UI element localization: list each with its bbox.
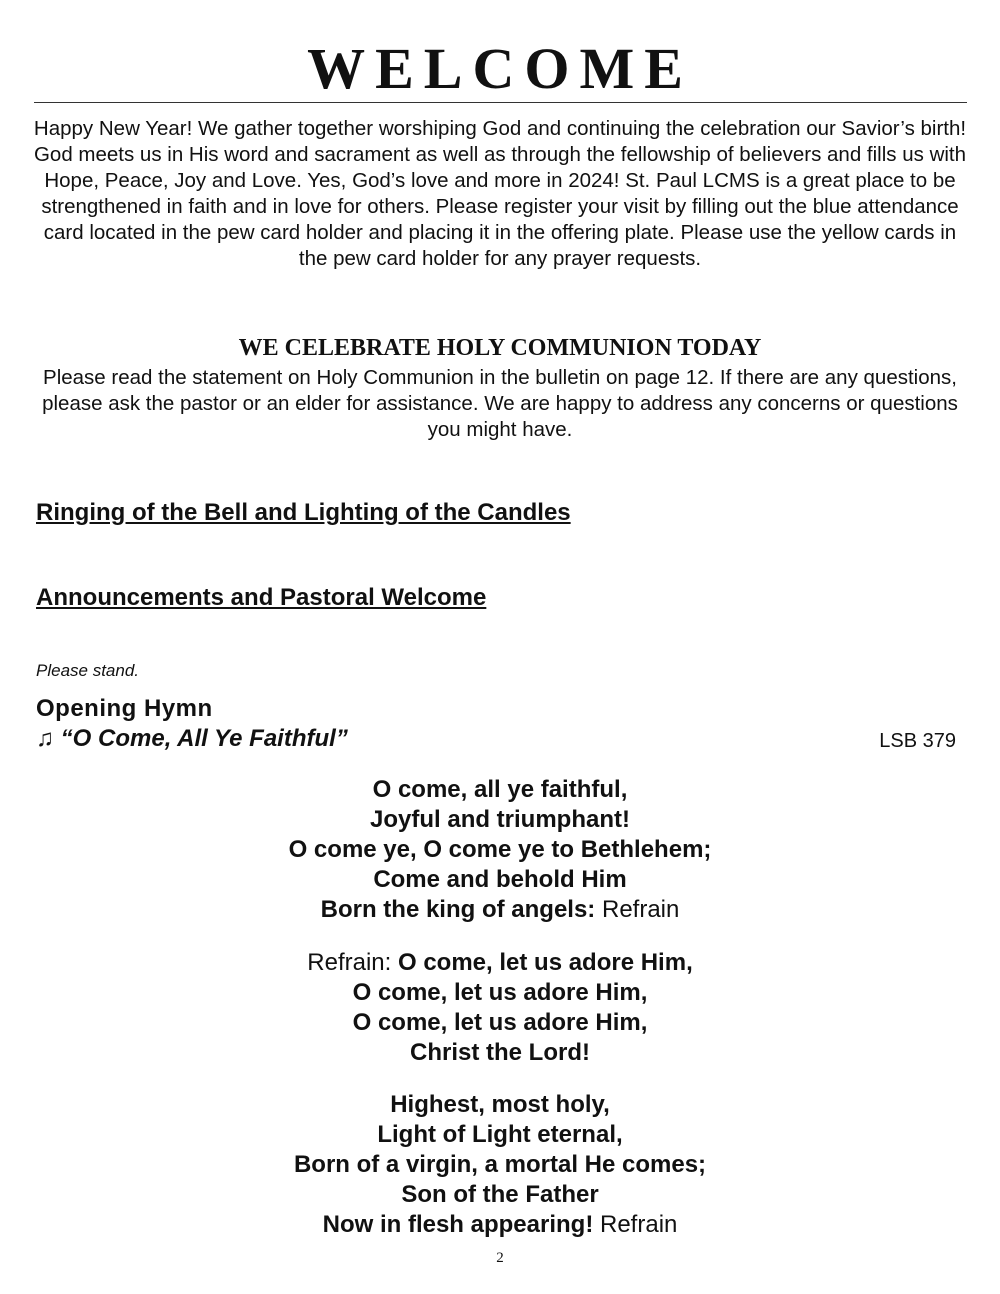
lyric-line: Born of a virgin, a mortal He comes; [293,1151,707,1178]
communion-heading: WE CELEBRATE HOLY COMMUNION TODAY [238,335,762,361]
lyric-line: O come, let us adore Him, [352,979,648,1006]
page-title: WELCOME [307,36,693,101]
bell-candles-heading: Ringing of the Bell and Lighting of the Candles [36,499,571,526]
lyric-line: Come and behold Him [373,866,627,893]
hymn-stanza-1 [0,775,1000,925]
welcome-paragraph: Happy New Year! We gather together worshiping God and continuing the celebration our Savior’s birth! God meets us in His word and sacrament as well as through the fellowship of believers and fills us with Hope, Peace, Joy and Love. Yes, God’s love and more in 2024! St. Paul LCMS is a great place to be strengthened in faith and in love for others. Please register your visit by filling out the blue attendance card located in the pew card holder and placing it in the offering plate. Please use the yellow cards in the pew card holder for any prayer requests. [33,117,967,270]
lyric-line: Born the king of angels: Refrain [320,896,680,923]
lyric-line: Christ the Lord! [410,1039,590,1066]
stand-instruction: Please stand. [36,661,140,680]
lyric-line: Highest, most holy, [390,1091,610,1118]
hymn-number: LSB 379 [879,730,956,752]
lyric-line: Joyful and triumphant! [370,806,630,833]
lyric-line: Light of Light eternal, [377,1121,623,1148]
hymn-refrain [0,948,1000,1068]
hymn-title-line [36,724,348,754]
page-number: 2 [496,1250,504,1266]
refrain-cue: Refrain [600,1211,678,1238]
lyric-line: Son of the Father [401,1181,599,1208]
announcements-heading: Announcements and Pastoral Welcome [36,584,487,611]
communion-paragraph: Please read the statement on Holy Communion in the bulletin on page 12. If there are any questions, please ask the pastor or an elder for assistance. We are happy to address any concerns or questions you might have. [42,366,958,441]
hymn-title: “O Come, All Ye Faithful” [60,725,348,752]
lyric-line: O come, all ye faithful, [372,776,628,803]
hymn-heading: Opening Hymn [36,695,213,722]
title-divider [34,102,967,103]
music-note-icon: ♫ [36,725,54,752]
refrain-label: Refrain: [307,949,392,976]
lyric-line: O come ye, O come ye to Bethlehem; [288,836,712,863]
lyric-line: O come, let us adore Him, [352,1009,648,1036]
hymn-stanza-2 [0,1090,1000,1240]
refrain-cue: Refrain [601,896,680,923]
lyric-line: Now in flesh appearing! Refrain [322,1211,678,1238]
lyric-line: Refrain: O come, let us adore Him, [307,949,693,976]
